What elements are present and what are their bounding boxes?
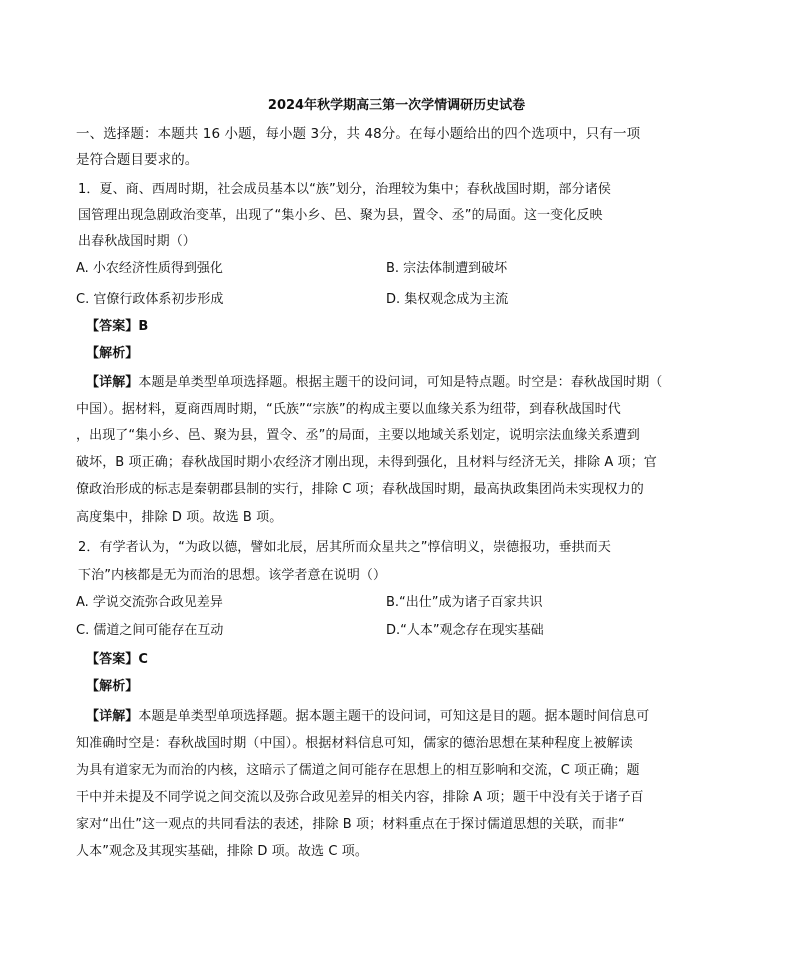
- q1-detail-text-1: 本题是单类型单项选择题。根据主题干的设问词，可知是特点题。时空是：春秋战国时期（: [138, 375, 663, 390]
- q2-option-d: D.“人本”观念存在现实基础: [386, 623, 544, 638]
- q1-detail-line-2: 中国）。据材料，夏商西周时期，“氏族”“宗族”的构成主要以血缘关系为纽带，到春秋战国时代: [76, 402, 621, 417]
- q1-detail-line-3: ，出现了“集小乡、邑、聚为县，置令、丞”的局面，主要以地域关系划定，说明宗法血缘关系遭到: [76, 428, 640, 443]
- q2-answer-value: C: [138, 652, 149, 667]
- q1-detail-line-4: 破坏，B 项正确；春秋战国时期小农经济才刚出现，未得到强化，且材料与经济无关，排除 A 项；官: [76, 455, 657, 470]
- q1-stem-line-1: 1．夏、商、西周时期，社会成员基本以“族”划分，治理较为集中；春秋战国时期，部分诸侯: [78, 182, 611, 197]
- q1-stem-line-3: 出春秋战国时期（）: [78, 234, 196, 249]
- q2-stem-line-2: 下治”内核都是无为而治的思想。该学者意在说明（）: [78, 568, 387, 583]
- q2-option-c: C. 儒道之间可能存在互动: [76, 623, 224, 638]
- q2-option-b: B.“出仕”成为诸子百家共识: [386, 595, 543, 610]
- q2-detail-line-1: [86, 707, 649, 727]
- q1-option-d: D. 集权观念成为主流: [386, 292, 509, 307]
- q1-detail-line-1: [86, 373, 662, 393]
- q2-answer: [86, 650, 148, 670]
- q1-option-a: A. 小农经济性质得到强化: [76, 261, 223, 276]
- q2-analysis-label: [86, 677, 138, 697]
- q2-option-a: A. 学说交流弥合政见差异: [76, 595, 223, 610]
- q2-detail-line-2: 知准确时空是：春秋战国时期（中国）。根据材料信息可知，儒家的德治思想在某种程度上被解读: [76, 736, 633, 751]
- q1-detail-line-6: 高度集中，排除 D 项。故选 B 项。: [76, 510, 283, 525]
- section-header-line-1: 一、选择题：本题共 16 小题，每小题 3分，共 48分。在每小题给出的四个选项中，只有一项: [76, 126, 641, 142]
- q1-option-b: B. 宗法体制遭到破坏: [386, 261, 508, 276]
- section-header-line-2: 是符合题目要求的。: [76, 152, 199, 168]
- q1-answer-label: 【答案】: [86, 319, 139, 334]
- q2-detail-line-5: 家对“出仕”这一观点的共同看法的表述，排除 B 项；材料重点在于探讨儒道思想的关联，而非“: [76, 817, 625, 832]
- q2-answer-label: 【答案】: [86, 652, 139, 667]
- q1-detail-label: 【详解】: [86, 375, 139, 390]
- q2-analysis-label-text: 【解析】: [86, 679, 139, 694]
- q1-option-c: C. 官僚行政体系初步形成: [76, 292, 224, 307]
- q1-stem-line-2: 国管理出现急剧政治变革，出现了“集小乡、邑、聚为县，置令、丞”的局面。这一变化反映: [78, 208, 603, 223]
- page-title: 2024年秋学期高三第一次学情调研历史试卷: [267, 98, 526, 113]
- q2-stem-line-1: 2．有学者认为，“为政以德，譬如北辰，居其所而众星共之”惇信明义，崇德报功，垂拱而天: [78, 540, 611, 555]
- q2-detail-label: 【详解】: [86, 709, 139, 724]
- q2-detail-line-4: 干中并未提及不同学说之间交流以及弥合政见差异的相关内容，排除 A 项；题干中没有关于诸子百: [76, 790, 644, 805]
- q1-answer: [86, 317, 148, 337]
- q1-analysis-label-text: 【解析】: [86, 346, 139, 361]
- q2-detail-line-6: 人本”观念及其现实基础，排除 D 项。故选 C 项。: [76, 844, 368, 859]
- q1-answer-value: B: [138, 319, 149, 334]
- q1-analysis-label: [86, 344, 138, 364]
- q1-detail-line-5: 僚政治形成的标志是秦朝郡县制的实行，排除 C 项；春秋战国时期，最高执政集团尚未实现权力的: [76, 482, 644, 497]
- q2-detail-line-3: 为具有道家无为而治的内核，这暗示了儒道之间可能存在思想上的相互影响和交流，C 项正确；题: [76, 763, 640, 778]
- q2-detail-text-1: 本题是单类型单项选择题。据本题主题干的设问词，可知这是目的题。据本题时间信息可: [138, 709, 650, 724]
